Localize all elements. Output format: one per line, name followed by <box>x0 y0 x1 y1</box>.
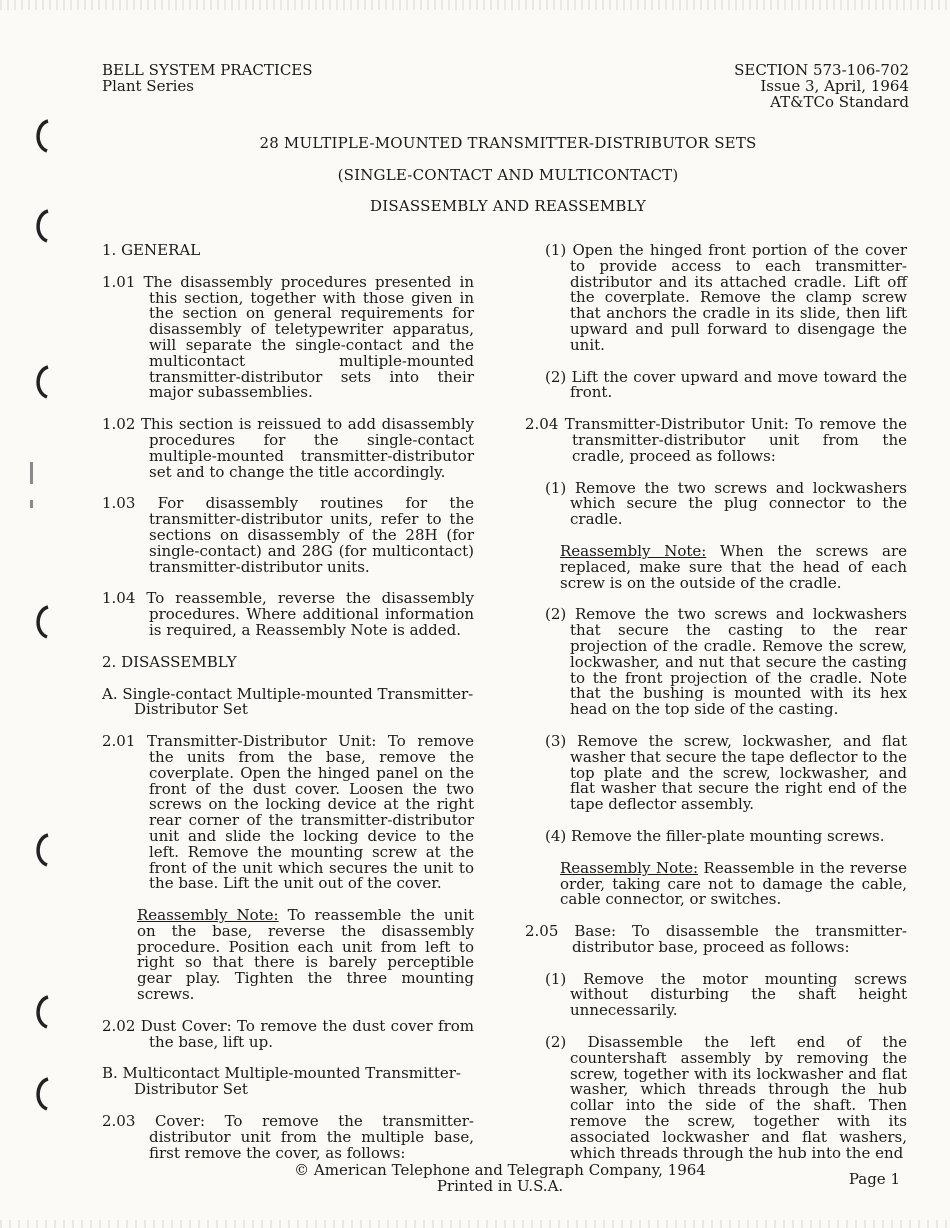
step-2-04-3: (3) Remove the screw, lockwasher, and flat washer that secure the tape deflector to the top plate and the screw, lockwasher, and flat washer that secure the right end of the tape deflector assembly. <box>545 731 907 814</box>
right-column <box>525 243 907 1177</box>
note-text: Reassemble in the reverse order, taking care not to damage the cable, cable connector, or switches. <box>560 858 907 909</box>
paragraph-1-01: 1.01 The disassembly procedures presented in this section, together with those given in the section on general requirements for disassembly of teletypewriter apparatus, will separate the single-contact and the multicontact multiple-mounted transmitter-distributor sets into their major subassemblies. <box>102 272 474 402</box>
punch-hole-mark <box>30 604 52 640</box>
paragraph-2-05: 2.05 Base: To disassemble the transmitter-distributor base, proceed as follows: <box>525 922 907 956</box>
note-label: Reassembly Note: <box>560 858 699 877</box>
reassembly-note-2-04-4 <box>560 858 907 909</box>
reassembly-note-2-01 <box>137 908 474 1003</box>
section-heading-disassembly: 2. DISASSEMBLY <box>102 652 237 671</box>
document-title: 28 MULTIPLE-MOUNTED TRANSMITTER-DISTRIBUTOR SETS <box>259 134 757 152</box>
step-2-04-1: (1) Remove the two screws and lockwashers which secure the plug connector to the cradle. <box>545 478 907 529</box>
paragraph-1-03: 1.03 For disassembly routines for the transmitter-distributor units, refer to the sections on disassembly of the 28H (for single-contact) and 28G (for multicontact) transmitter-distributor units. <box>102 494 474 576</box>
step-2-04-4: (4) Remove the filler-plate mounting screws. <box>545 826 885 845</box>
note-label: Reassembly Note: <box>560 541 707 560</box>
scan-edge-bottom <box>0 1220 950 1228</box>
punch-hole-mark <box>30 832 52 868</box>
note-text: When the screws are replaced, make sure that the head of each screw is on the outside of the cradle. <box>560 541 907 592</box>
subsection-b-heading: B. Multicontact Multiple-mounted Transmitter-Distributor Set <box>102 1064 461 1099</box>
header-left <box>102 62 313 94</box>
reassembly-note-2-04-1 <box>560 541 907 592</box>
printed-in-line: Printed in U.S.A. <box>436 1177 564 1195</box>
paragraph-1-02: 1.02 This section is reissued to add disassembly procedures for the single-contact multiple-mounted transmitter-distributor set and to change the title accordingly. <box>102 415 474 481</box>
step-2-03-2: (2) Lift the cover upward and move toward the front. <box>545 367 907 402</box>
section-number: SECTION 573-106-702 <box>734 61 909 79</box>
page-number: Page 1 <box>848 1170 900 1188</box>
note-label: Reassembly Note: <box>137 906 279 925</box>
step-2-04-2: (2) Remove the two screws and lockwashers that secure the casting to the rear projection of the cradle. Remove the screw, lockwasher, and nut that secure the casting to the front projection of the cradle. Note that the bushing is mounted with its hex head on the top side of the casting. <box>545 605 907 719</box>
document-topic: DISASSEMBLY AND REASSEMBLY <box>370 197 646 215</box>
left-column <box>102 243 474 1177</box>
punch-hole-mark <box>30 994 52 1030</box>
subsection-a-heading: A. Single-contact Multiple-mounted Transmitter-Distributor Set <box>102 684 474 719</box>
step-2-05-1: (1) Remove the motor mounting screws without disturbing the shaft height unnecessarily. <box>545 969 907 1020</box>
issue-date: Issue 3, April, 1964 <box>760 77 909 95</box>
copyright-line: © American Telephone and Telegraph Company, 1964 <box>294 1161 706 1179</box>
scan-mark <box>30 500 33 508</box>
note-text: To reassemble the unit on the base, reverse the disassembly procedure. Position each unit from left to right so that there is barely perceptible gear play. Tighten the three mounting screws. <box>137 906 474 1004</box>
paragraph-2-03: 2.03 Cover: To remove the transmitter-distributor unit from the multiple base, first remove the cover, as follows: <box>102 1112 474 1162</box>
document-subtitle: (SINGLE-CONTACT AND MULTICONTACT) <box>337 166 679 184</box>
step-2-05-2: (2) Disassemble the left end of the countershaft assembly by removing the screw, together with its lockwasher and flat washer, which threads through the hub collar into the side of the shaft. Then remove the screw, together with its associated lockwasher and flat washers, which threads through the hub into the end <box>545 1033 907 1162</box>
header-right <box>734 62 909 110</box>
paragraph-2-01: 2.01 Transmitter-Distributor Unit: To remove the units from the base, remove the coverplate. Open the hinged panel on the front of the dust cover. Loosen the two screws on the locking device at the right rear corner of the transmitter-distributor unit and slide the locking device to the left. Remove the mounting screw at the front of the unit which secures the unit to the base. Lift the unit out of the cover. <box>102 732 474 893</box>
step-2-03-1: (1) Open the hinged front portion of the cover to provide access to each transmitter-distributor and its attached cradle. Lift off the coverplate. Remove the clamp screw that anchors the cradle in its slide, then lift upward and pull forward to disengage the unit. <box>545 241 907 354</box>
paragraph-1-04: 1.04 To reassemble, reverse the disassembly procedures. Where additional information is required, a Reassembly Note is added. <box>102 589 474 639</box>
series-name: Plant Series <box>102 77 194 95</box>
section-heading-general: 1. GENERAL <box>102 241 201 259</box>
scan-edge-top <box>0 0 950 10</box>
scan-mark <box>30 462 33 484</box>
publication-name: BELL SYSTEM PRACTICES <box>102 61 313 79</box>
standard-label: AT&TCo Standard <box>770 93 909 111</box>
paragraph-2-04: 2.04 Transmitter-Distributor Unit: To remove the transmitter-distributor unit from the cradle, proceed as follows: <box>525 415 907 465</box>
punch-hole-mark <box>30 1076 52 1112</box>
punch-hole-mark <box>30 364 52 400</box>
paragraph-2-02: 2.02 Dust Cover: To remove the dust cover from the base, lift up. <box>102 1016 474 1051</box>
footer-copyright <box>0 1162 950 1194</box>
